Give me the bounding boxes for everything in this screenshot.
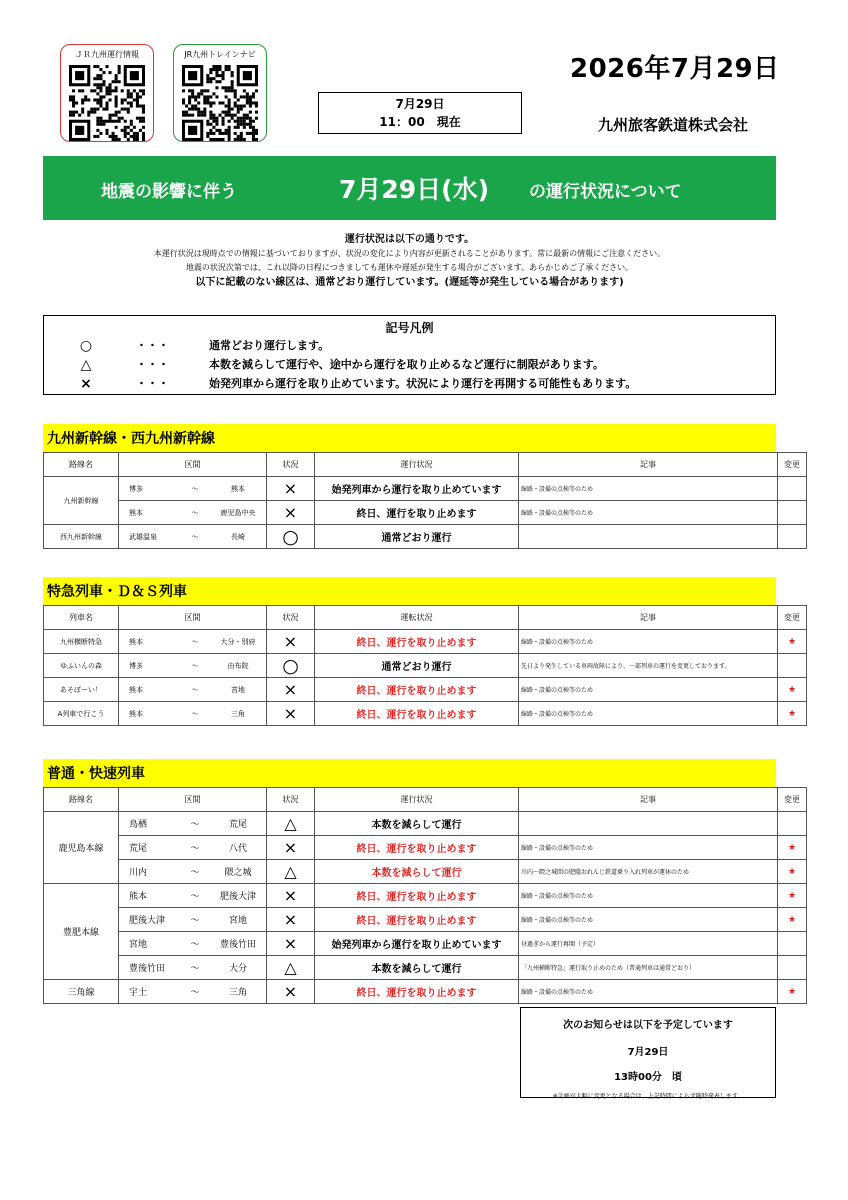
next-notice-box <box>520 1007 776 1098</box>
notice-heading: 次のお知らせは以下を予定しています <box>563 1020 733 1031</box>
change-cell <box>778 932 807 956</box>
note-cell <box>519 812 778 836</box>
cross-icon: × <box>267 908 315 932</box>
operation-status-cell: 本数を減らして運行 <box>315 956 519 980</box>
star-icon: ★ <box>778 884 807 908</box>
table-row <box>44 477 807 501</box>
table-header-row <box>44 606 807 630</box>
section-from: 豊後竹田 <box>129 964 166 974</box>
section-to: 大分 <box>228 964 247 974</box>
section-from: 宮地 <box>129 940 148 950</box>
legend-title: 記号凡例 <box>385 321 434 335</box>
section-sep: ～ <box>191 484 199 493</box>
section-cell <box>119 980 267 1004</box>
section-from: 熊本 <box>129 685 143 694</box>
note-cell: 線路・設備の点検等のため <box>519 908 778 932</box>
legend-dots: ・・・ <box>136 339 169 352</box>
section-sep: ～ <box>191 508 199 517</box>
table-row <box>44 980 807 1004</box>
symbol-legend <box>43 315 776 395</box>
section-sep: ～ <box>190 868 200 878</box>
section-to: 荒尾 <box>228 820 247 830</box>
change-cell <box>778 477 807 501</box>
column-header-note: 記事 <box>519 453 778 477</box>
title-banner <box>43 156 776 220</box>
column-header-line: 路線名 <box>44 453 119 477</box>
line-name-cell: あそぼーい！ <box>44 678 119 702</box>
operation-status-cell: 本数を減らして運行 <box>315 860 519 884</box>
as-of-time: 11：00 現在 <box>379 115 461 129</box>
section-to: 宮地 <box>228 916 247 926</box>
legend-row <box>44 337 775 355</box>
qr-card-jr-kyushu-info[interactable] <box>60 44 154 142</box>
table-row <box>44 884 807 908</box>
notice-date: 7月29日 <box>627 1047 669 1058</box>
line-name-cell: 九州横断特急 <box>44 630 119 654</box>
section-to: 由布院 <box>227 661 249 670</box>
section-from: 鳥栖 <box>129 820 148 830</box>
operation-status-cell: 終日、運行を取り止めます <box>315 678 519 702</box>
table-row <box>44 501 807 525</box>
table-header-row <box>44 788 807 812</box>
section-to: 大分・別府 <box>220 637 256 646</box>
section-from: 博多 <box>129 661 143 670</box>
section-sep: ～ <box>190 892 200 902</box>
section-from: 熊本 <box>129 508 143 517</box>
star-icon: ★ <box>778 860 807 884</box>
section-cell <box>119 932 267 956</box>
table-row <box>44 702 807 726</box>
table-row <box>44 525 807 549</box>
line-name-cell: 九州新幹線 <box>44 477 119 525</box>
as-of-box <box>318 92 522 134</box>
note-cell: 線路・設備の点検等のため <box>519 477 778 501</box>
section-sep: ～ <box>190 844 200 854</box>
legend-dots: ・・・ <box>136 377 169 390</box>
section-to: 三角 <box>228 988 247 998</box>
section-title-limited-express: 特急列車・Ｄ＆Ｓ列車 <box>43 577 776 605</box>
section-from: 博多 <box>129 484 143 493</box>
section-sep: ～ <box>190 916 200 926</box>
column-header-line: 列車名 <box>44 606 119 630</box>
section-cell <box>119 836 267 860</box>
line-name-cell: ゆふいんの森 <box>44 654 119 678</box>
section-cell <box>119 678 267 702</box>
section-from: 宇土 <box>129 988 148 998</box>
note-cell: 線路・設備の点検等のため <box>519 980 778 1004</box>
section-to: 宮地 <box>231 685 245 694</box>
qr-code-icon <box>182 65 258 141</box>
cross-icon: × <box>267 836 315 860</box>
as-of-date: 7月29日 <box>395 97 445 111</box>
star-icon: ★ <box>778 630 807 654</box>
cross-icon: × <box>267 630 315 654</box>
column-header-line: 路線名 <box>44 788 119 812</box>
table-row <box>44 630 807 654</box>
star-icon: ★ <box>778 678 807 702</box>
table-row <box>44 932 807 956</box>
line-name-cell: A列車で行こう <box>44 702 119 726</box>
note-cell: 線路・設備の点検等のため <box>519 501 778 525</box>
triangle-icon: △ <box>80 357 92 373</box>
section-cell <box>119 525 267 549</box>
section-sep: ～ <box>190 940 200 950</box>
column-header-note: 記事 <box>519 788 778 812</box>
column-header-status: 状況 <box>267 788 315 812</box>
shinkansen-table <box>43 452 807 549</box>
section-cell <box>119 702 267 726</box>
column-header-change: 変更 <box>778 453 807 477</box>
qr-title: ＪＲ九州運行情報 <box>75 50 139 59</box>
note-cell: 「九州横断特急」運行取り止めのため（普通列車は通常どおり） <box>519 956 778 980</box>
cross-icon: × <box>80 376 92 392</box>
section-from: 熊本 <box>129 637 143 646</box>
notice-footnote: ※計画が大幅に変更となる場合は、上記時間によらず随時発表します。 <box>552 1093 744 1100</box>
section-from: 熊本 <box>129 892 148 902</box>
table-header-row <box>44 453 807 477</box>
intro-line: 本運行状況は現時点での情報に基づいておりますが、状況の変化により内容が更新されることがあります。常に最新の情報にご注意ください。 <box>153 249 666 258</box>
section-from: 肥後大津 <box>129 916 166 926</box>
legend-dots: ・・・ <box>136 358 169 371</box>
section-cell <box>119 501 267 525</box>
section-cell <box>119 884 267 908</box>
note-cell: 川内～隈之城間の肥薩おれんじ鉄道乗り入れ列車が運休のため <box>519 860 778 884</box>
section-to: 豊後竹田 <box>219 940 256 950</box>
legend-row <box>44 356 775 374</box>
table-row <box>44 836 807 860</box>
section-from: 荒尾 <box>129 844 148 854</box>
document-date: 2026年7月29日 <box>570 54 780 84</box>
section-cell <box>119 860 267 884</box>
column-header-change: 変更 <box>778 788 807 812</box>
section-sep: ～ <box>190 964 200 974</box>
note-cell: 線路・設備の点検等のため <box>519 836 778 860</box>
column-header-note: 記事 <box>519 606 778 630</box>
table-row <box>44 678 807 702</box>
change-cell <box>778 956 807 980</box>
intro-text <box>43 233 776 291</box>
star-icon: ★ <box>778 980 807 1004</box>
note-cell: 昼過ぎから運行再開（予定） <box>519 932 778 956</box>
cross-icon: × <box>267 702 315 726</box>
cross-icon: × <box>267 980 315 1004</box>
table-row <box>44 860 807 884</box>
column-header-operation: 運行状況 <box>315 453 519 477</box>
cross-icon: × <box>267 932 315 956</box>
qr-card-train-navi[interactable] <box>173 44 267 142</box>
company-name: 九州旅客鉄道株式会社 <box>598 116 749 134</box>
circle-icon: ○ <box>79 338 93 354</box>
triangle-icon: △ <box>267 956 315 980</box>
section-to: 肥後大津 <box>219 892 256 902</box>
section-from: 熊本 <box>129 709 143 718</box>
operation-status-cell: 始発列車から運行を取り止めています <box>315 477 519 501</box>
table-row <box>44 956 807 980</box>
column-header-section: 区間 <box>119 788 267 812</box>
operation-status-cell: 本数を減らして運行 <box>315 812 519 836</box>
note-cell: 線路・設備の点検等のため <box>519 884 778 908</box>
legend-row <box>44 375 775 393</box>
section-to: 隈之城 <box>224 868 252 878</box>
line-name-cell: 西九州新幹線 <box>44 525 119 549</box>
operation-status-cell: 始発列車から運行を取り止めています <box>315 932 519 956</box>
circle-icon: ○ <box>267 654 315 678</box>
cross-icon: × <box>267 477 315 501</box>
cross-icon: × <box>267 678 315 702</box>
section-sep: ～ <box>191 637 199 646</box>
section-cell <box>119 812 267 836</box>
section-cell <box>119 477 267 501</box>
section-to: 長崎 <box>231 532 245 541</box>
operation-status-cell: 通常どおり運行 <box>315 654 519 678</box>
note-cell: 線路・設備の点検等のため <box>519 702 778 726</box>
table-row <box>44 908 807 932</box>
operation-status-cell: 通常どおり運行 <box>315 525 519 549</box>
section-to: 三角 <box>231 709 245 718</box>
star-icon: ★ <box>778 908 807 932</box>
section-sep: ～ <box>191 709 199 718</box>
banner-right: の運行状況について <box>529 182 682 202</box>
line-name-cell: 豊肥本線 <box>44 884 119 980</box>
change-cell <box>778 812 807 836</box>
note-cell: 先日より発生している車両故障により、一部列車の運行を変更しております。 <box>519 654 778 678</box>
section-cell <box>119 654 267 678</box>
section-sep: ～ <box>190 988 200 998</box>
triangle-icon: △ <box>267 860 315 884</box>
column-header-section: 区間 <box>119 606 267 630</box>
line-name-cell: 鹿児島本線 <box>44 812 119 884</box>
operation-status-cell: 終日、運行を取り止めます <box>315 630 519 654</box>
circle-icon: ○ <box>267 525 315 549</box>
note-cell <box>519 525 778 549</box>
star-icon: ★ <box>778 836 807 860</box>
legend-text: 始発列車から運行を取り止めています。状況により運行を再開する可能性もあります。 <box>209 377 637 390</box>
note-cell: 線路・設備の点検等のため <box>519 630 778 654</box>
operation-status-cell: 終日、運行を取り止めます <box>315 702 519 726</box>
section-cell <box>119 908 267 932</box>
column-header-change: 変更 <box>778 606 807 630</box>
column-header-section: 区間 <box>119 453 267 477</box>
operation-status-cell: 終日、運行を取り止めます <box>315 980 519 1004</box>
section-to: 熊本 <box>231 484 245 493</box>
change-cell <box>778 654 807 678</box>
column-header-operation: 運転状況 <box>315 606 519 630</box>
section-sep: ～ <box>191 685 199 694</box>
banner-date: 7月29日(水) <box>339 175 490 204</box>
section-title-local: 普通・快速列車 <box>43 759 776 787</box>
intro-line: 地震の状況次第では、これ以降の日程につきましても運休や遅延が発生する場合がございます。あらかじめご了承ください。 <box>185 263 634 272</box>
triangle-icon: △ <box>267 812 315 836</box>
section-cell <box>119 630 267 654</box>
legend-text: 本数を減らして運行や、途中から運行を取り止めるなど運行に制限があります。 <box>209 358 604 371</box>
section-from: 川内 <box>129 868 148 878</box>
table-row <box>44 812 807 836</box>
line-name-cell: 三角線 <box>44 980 119 1004</box>
section-sep: ～ <box>191 661 199 670</box>
banner-left: 地震の影響に伴う <box>101 182 237 202</box>
star-icon: ★ <box>778 702 807 726</box>
limited-express-table <box>43 605 807 726</box>
local-train-table <box>43 787 807 1004</box>
intro-line: 以下に記載のない線区は、通常どおり運行しています。(遅延等が発生している場合があります) <box>195 277 624 288</box>
section-cell <box>119 956 267 980</box>
change-cell <box>778 525 807 549</box>
change-cell <box>778 501 807 525</box>
note-cell: 線路・設備の点検等のため <box>519 678 778 702</box>
qr-code-icon <box>69 65 145 141</box>
section-from: 武雄温泉 <box>129 532 157 541</box>
operation-status-cell: 終日、運行を取り止めます <box>315 908 519 932</box>
legend-text: 通常どおり運行します。 <box>209 339 330 352</box>
operation-status-cell: 終日、運行を取り止めます <box>315 836 519 860</box>
section-to: 鹿児島中央 <box>220 508 256 517</box>
notice-time: 13時00分 頃 <box>614 1072 682 1083</box>
column-header-status: 状況 <box>267 606 315 630</box>
column-header-status: 状況 <box>267 453 315 477</box>
section-sep: ～ <box>190 820 200 830</box>
qr-title: JR九州トレインナビ <box>184 50 256 59</box>
column-header-operation: 運行状況 <box>315 788 519 812</box>
operation-status-cell: 終日、運行を取り止めます <box>315 501 519 525</box>
operation-status-cell: 終日、運行を取り止めます <box>315 884 519 908</box>
table-row <box>44 654 807 678</box>
section-to: 八代 <box>228 844 247 854</box>
cross-icon: × <box>267 501 315 525</box>
section-sep: ～ <box>191 532 199 541</box>
cross-icon: × <box>267 884 315 908</box>
section-title-shinkansen: 九州新幹線・西九州新幹線 <box>43 424 776 452</box>
intro-line: 運行状況は以下の通りです。 <box>344 234 475 245</box>
